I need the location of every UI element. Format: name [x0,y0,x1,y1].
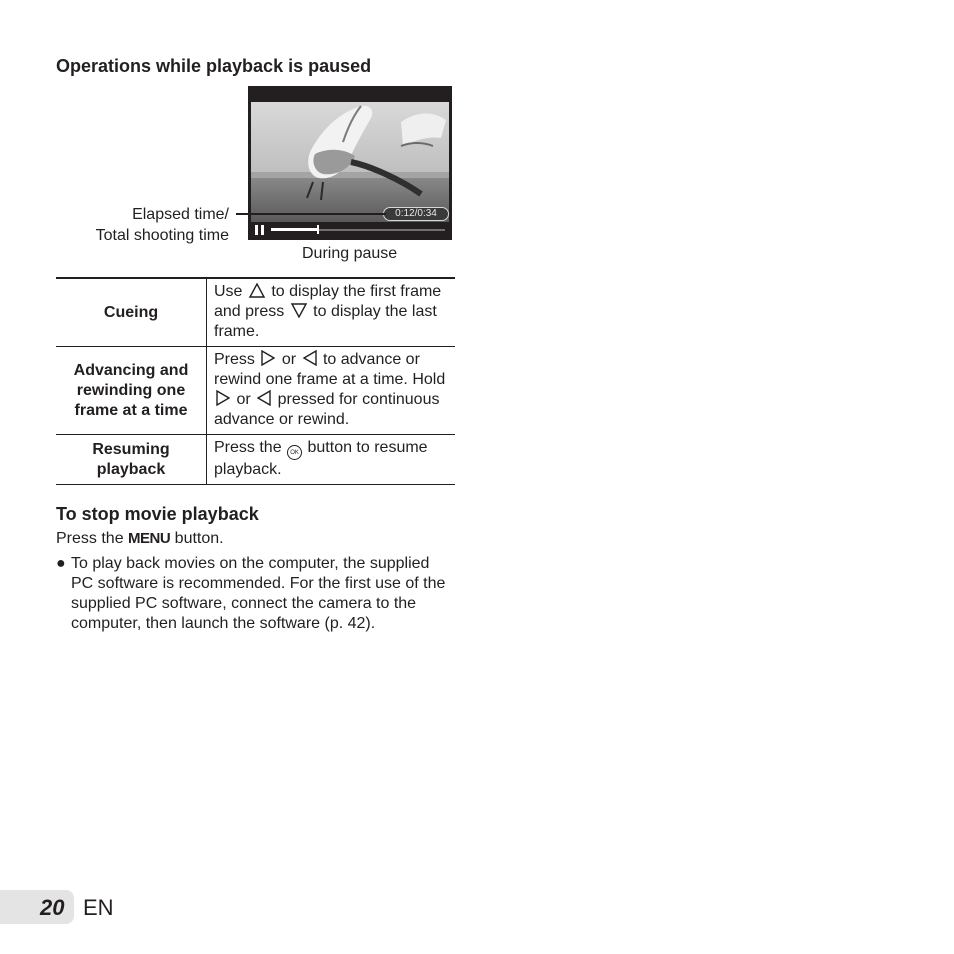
left-arrow-icon [303,350,317,366]
pause-icon [255,225,265,235]
up-arrow-icon [249,283,265,298]
row-desc-cueing: Use to display the first frame and press to display the last frame. [207,278,456,347]
right-arrow-icon [216,390,230,406]
movie-frame-bird-image [251,102,449,222]
screen-caption: During pause [302,245,398,262]
section-title-paused: Operations while playback is paused [56,56,372,76]
bullet-dot: ● [56,555,66,572]
menu-button-label: MENU [128,530,171,547]
callout-elapsed-time: Elapsed time/ [132,206,229,223]
playback-screen-illustration [248,86,452,240]
table-row [56,347,455,435]
note-bullet [56,554,456,634]
table-row [56,278,455,347]
operations-table [56,277,455,485]
down-arrow-icon [291,303,307,318]
progress-fill [271,228,318,231]
row-label-cueing: Cueing [56,278,207,347]
note-text: To play back movies on the computer, the supplied PC software is recommended. For the first use of the supplied PC software, connect the camera to the computer, then launch the software (p. 42). [71,555,446,632]
playback-progress-bar [271,229,445,231]
callout-total-time: Total shooting time [95,227,229,244]
row-label-advancing: Advancing and rewinding one frame at a time [56,347,207,435]
section-title-stop: To stop movie playback [56,504,259,524]
language-code: EN [83,895,114,920]
left-arrow-icon [257,390,271,406]
row-label-resuming: Resuming playback [56,435,207,485]
table-row [56,435,455,485]
row-desc-resuming: Press the OK button to resume playback. [207,435,456,485]
right-arrow-icon [261,350,275,366]
callout-line [236,213,386,215]
stop-instruction: Press the MENU button. [56,530,224,547]
page-number: 20 [40,895,65,920]
row-desc-advancing: Press or to advance or rewind one frame at a time. Hold or pressed for continuous advance or rewind. [207,347,456,435]
progress-knob [317,225,319,234]
elapsed-time-badge: 0:12/0:34 [383,207,449,221]
ok-button-icon: OK [287,445,302,460]
